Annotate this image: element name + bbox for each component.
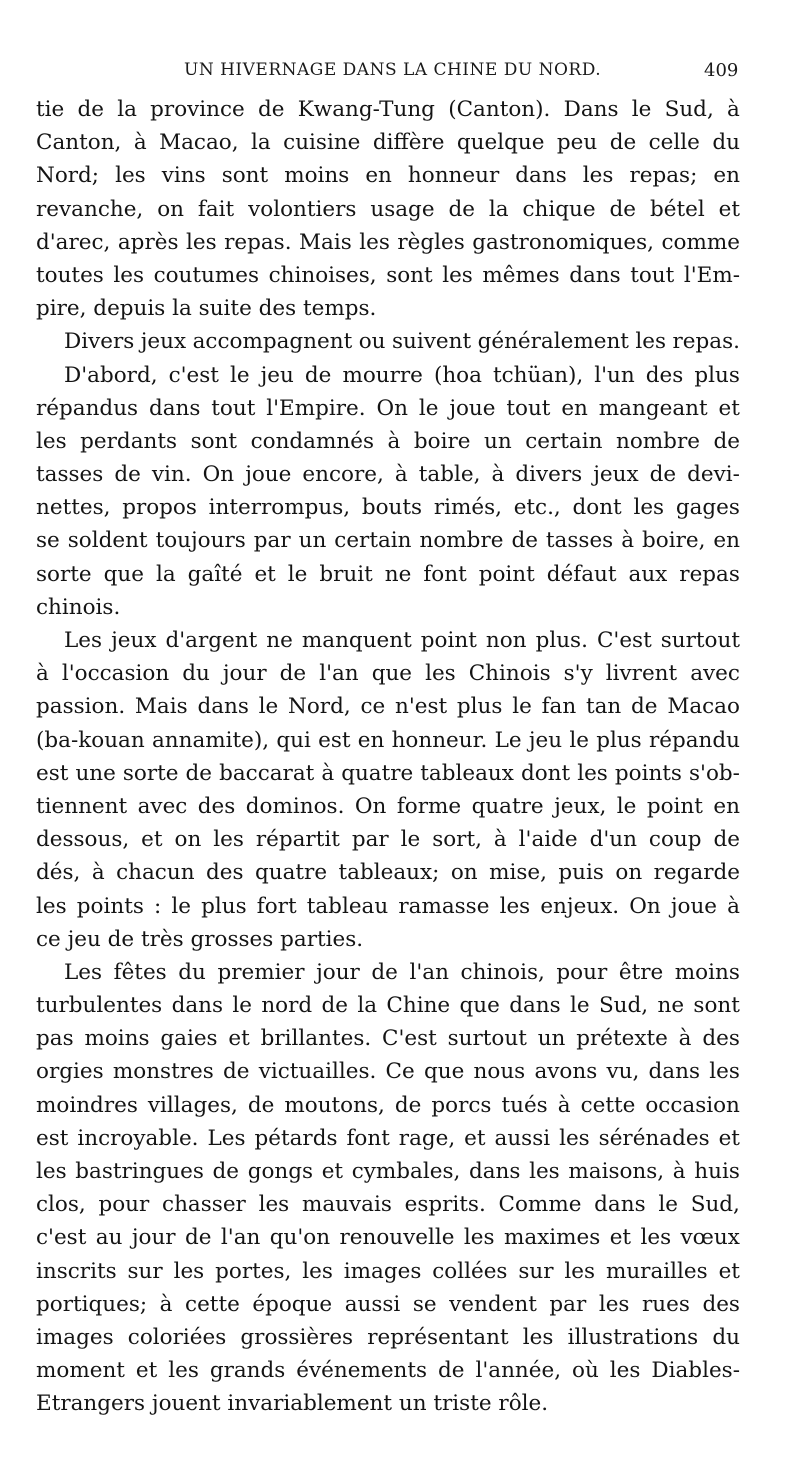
text-line: D'abord, c'est le jeu de mourre (hoa tchüan), l'un des plus — [64, 362, 740, 388]
text-line: d'arec, après les repas. Mais les règles gastronomiques, comme — [36, 229, 740, 255]
text-line: Nord; les vins sont moins en honneur dans les repas; en — [36, 163, 740, 189]
text-line: dessous, et on les répartit par le sort, à l'aide d'un coup de — [36, 827, 740, 853]
text-line: chinois. — [36, 594, 121, 620]
text-line: Les fêtes du premier jour de l'an chinois, pour être moins — [64, 959, 740, 985]
text-line: tasses de vin. On joue encore, à table, à divers jeux de devi- — [36, 462, 740, 488]
text-line: turbulentes dans le nord de la Chine que dans le Sud, ne sont — [36, 993, 740, 1019]
text-line: est incroyable. Les pétards font rage, et aussi les sérénades et — [36, 1125, 740, 1151]
text-line: revanche, on fait volontiers usage de la chique de bétel et — [36, 196, 740, 222]
text-line: les points : le plus fort tableau ramasse les enjeux. On joue à — [36, 893, 740, 919]
text-line: clos, pour chasser les mauvais esprits. Comme dans le Sud, — [36, 1192, 740, 1218]
text-line: moment et les grands événements de l'année, où les Diables- — [36, 1358, 740, 1384]
text-line: (ba-kouan annamite), qui est en honneur. Le jeu le plus répandu — [36, 727, 740, 753]
page-header — [0, 60, 800, 92]
page-number: 409 — [704, 60, 739, 81]
text-line: orgies monstres de victuailles. Ce que nous avons vu, dans les — [36, 1059, 740, 1085]
text-line: inscrits sur les portes, les images collées sur les murailles et — [36, 1258, 740, 1284]
text-line: tiennent avec des dominos. On forme quatre jeux, le point en — [36, 793, 740, 819]
running-title: UN HIVERNAGE DANS LA CHINE DU NORD. — [184, 60, 602, 80]
text-line: pire, depuis la suite des temps. — [36, 296, 377, 322]
text-line: portiques; à cette époque aussi se vendent par les rues des — [36, 1291, 740, 1317]
text-line: se soldent toujours par un certain nombre de tasses à boire, en — [36, 528, 740, 554]
text-line: répandus dans tout l'Empire. On le joue tout en mangeant et — [36, 395, 740, 421]
text-line: sorte que la gaîté et le bruit ne font point défaut aux repas — [36, 561, 740, 587]
text-line: c'est au jour de l'an qu'on renouvelle les maximes et les vœux — [36, 1225, 740, 1251]
text-line: moindres villages, de moutons, de porcs tués à cette occasion — [36, 1092, 740, 1118]
text-line: Canton, à Macao, la cuisine diffère quelque peu de celle du — [36, 130, 740, 156]
text-line: images coloriées grossières représentant les illustrations du — [36, 1324, 740, 1350]
text-line: Les jeux d'argent ne manquent point non plus. C'est surtout — [64, 628, 740, 653]
text-line: les perdants sont condamnés à boire un certain nombre de — [36, 428, 740, 454]
body-text — [36, 93, 740, 1421]
text-line: tie de la province de Kwang-Tung (Canton). Dans le Sud, à — [36, 97, 740, 122]
text-line: à l'occasion du jour de l'an que les Chinois s'y livrent avec — [36, 661, 740, 687]
text-line: les bastringues de gongs et cymbales, dans les maisons, à huis — [36, 1159, 740, 1184]
text-line: dés, à chacun des quatre tableaux; on mise, puis on regarde — [36, 860, 740, 886]
text-line: toutes les coutumes chinoises, sont les mêmes dans tout l'Em- — [36, 262, 740, 288]
text-line: Divers jeux accompagnent ou suivent généralement les repas. — [64, 329, 740, 355]
text-line: ce jeu de très grosses parties. — [36, 926, 364, 952]
text-line: Etrangers jouent invariablement un triste rôle. — [36, 1391, 549, 1417]
text-line: pas moins gaies et brillantes. C'est surtout un prétexte à des — [36, 1026, 740, 1052]
text-line: passion. Mais dans le Nord, ce n'est plus le fan tan de Macao — [36, 694, 740, 720]
text-line: nettes, propos interrompus, bouts rimés, etc., dont les gages — [36, 495, 740, 521]
text-line: est une sorte de baccarat à quatre tableaux dont les points s'ob- — [36, 760, 740, 786]
